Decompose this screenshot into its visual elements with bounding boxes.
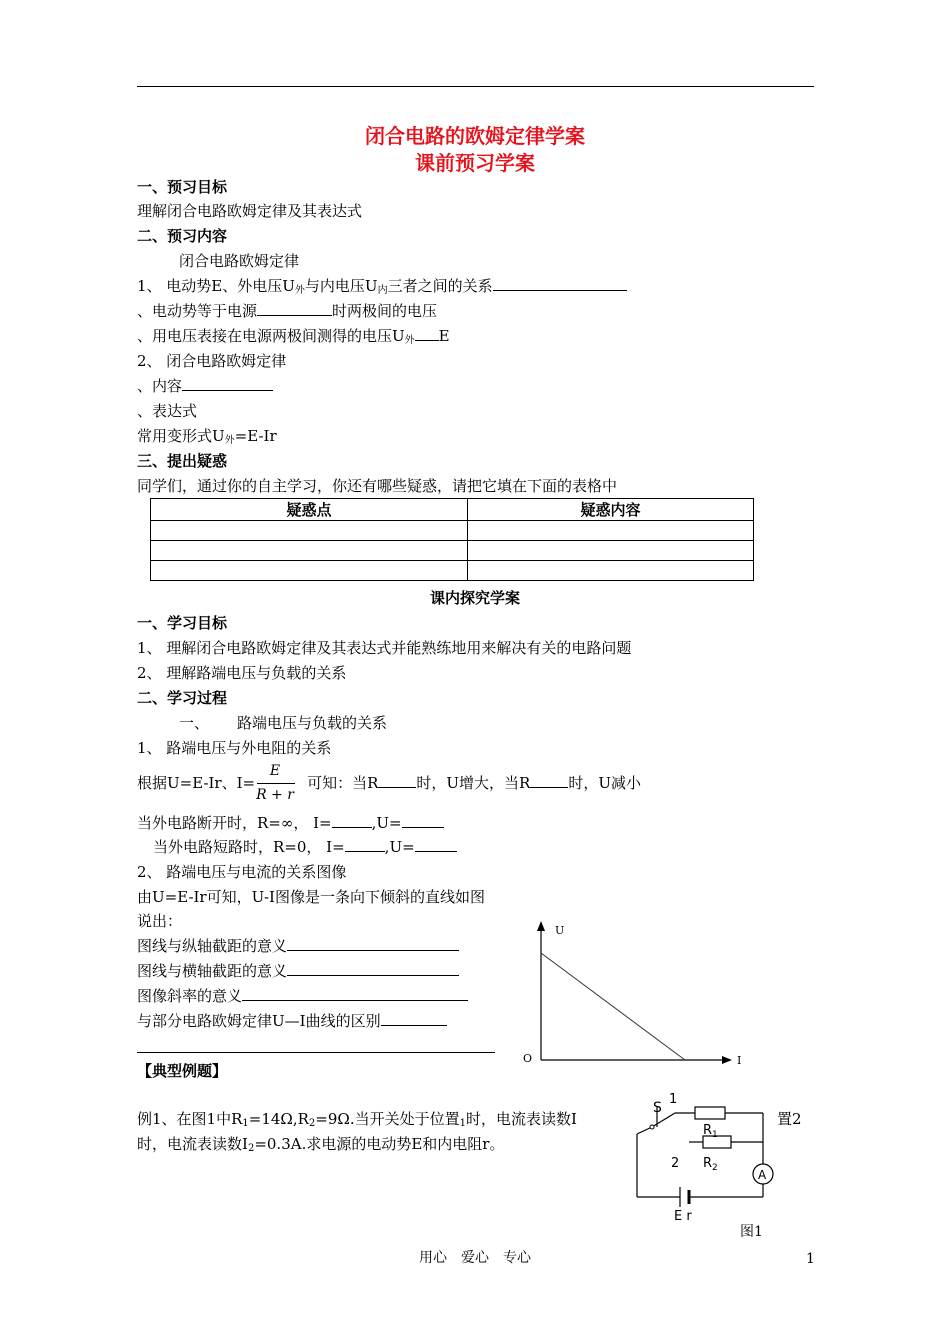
text: 、电动势等于电源: [137, 302, 258, 320]
footer-text: 用心 爱心 专心: [419, 1250, 531, 1266]
circuit-diagram: [625, 1086, 785, 1220]
answer-blank[interactable]: [332, 813, 372, 828]
text: 一、: [179, 714, 210, 732]
text: 、用电压表接在电源两极间测得的电压U: [137, 327, 405, 345]
text: 时，U增大，当R: [416, 774, 531, 792]
subsection-heading: [179, 713, 387, 733]
body-text: 同学们，通过你的自主学习，你还有哪些疑惑，请把它填在下面的表格中: [137, 477, 618, 495]
section-heading: 一、预习目标: [137, 178, 228, 196]
answer-blank[interactable]: [381, 1011, 447, 1026]
page-subtitle: 课前预习学案: [415, 151, 535, 175]
answer-blank[interactable]: [287, 961, 459, 976]
ui-line: [541, 953, 685, 1060]
table-row: [151, 561, 754, 581]
table-cell[interactable]: [468, 521, 754, 541]
question-line: [137, 961, 459, 981]
answer-blank[interactable]: [345, 837, 385, 852]
r1-label: [703, 1123, 718, 1140]
text: =E-Ir: [234, 427, 277, 445]
text: E: [438, 327, 450, 345]
formula-line: [137, 773, 641, 793]
section-heading: 二、学习过程: [137, 689, 228, 707]
subsection-heading: 闭合电路欧姆定律: [179, 252, 300, 270]
text: 图线与横轴截距的意义: [137, 962, 288, 980]
table-cell[interactable]: [468, 541, 754, 561]
text: 时，电流表读数I: [137, 1135, 248, 1153]
text: 时两极间的电压: [332, 302, 438, 320]
answer-blank[interactable]: [493, 276, 627, 291]
text: 、内容: [137, 377, 183, 395]
page-title: 闭合电路的欧姆定律学案: [365, 124, 585, 148]
text: 图线与纵轴截距的意义: [137, 937, 288, 955]
text: ,U=: [384, 838, 415, 856]
answer-blank[interactable]: [257, 301, 332, 316]
answer-blank[interactable]: [287, 936, 459, 951]
fraction-numerator: E: [269, 763, 281, 779]
fraction-bar: [257, 783, 295, 784]
text: =0.3A.求电源的电动势E和内电阻r。: [254, 1135, 505, 1153]
u-axis-arrow: [537, 921, 545, 931]
switch-label: S: [653, 1100, 662, 1116]
text: =9Ω.当开关处于位置: [315, 1110, 460, 1128]
r2-letter: R: [703, 1156, 713, 1171]
text: 图像斜率的意义: [137, 987, 243, 1005]
questions-table: [150, 498, 754, 581]
body-text: 2、 闭合电路欧姆定律: [137, 352, 287, 370]
table-header: 疑惑点: [151, 499, 468, 521]
text: ,U=: [371, 814, 402, 832]
i-axis-arrow: [722, 1056, 732, 1064]
question-line: [137, 986, 468, 1006]
body-text: 、表达式: [137, 402, 198, 420]
figure-caption: 图1: [740, 1224, 763, 1240]
text: 路端电压与负载的关系: [237, 714, 388, 732]
table-cell[interactable]: [151, 521, 468, 541]
question-line: [137, 376, 273, 396]
r2-label: [703, 1156, 718, 1173]
question-line: [153, 837, 457, 857]
ui-graph: [515, 918, 755, 1078]
question-line: [137, 276, 627, 301]
position-2-label: 2: [671, 1156, 680, 1171]
body-text: 2、 路端电压与电流的关系图像: [137, 863, 347, 881]
question-line: [137, 813, 444, 833]
body-text: 由U=E-Ir可知，U-I图像是一条向下倾斜的直线如图: [137, 888, 485, 906]
u-axis-label: U: [555, 924, 565, 937]
example-heading: 【典型例题】: [137, 1062, 228, 1080]
table-cell[interactable]: [151, 541, 468, 561]
example-line: [137, 1134, 504, 1159]
text: 时，电流表读数I: [466, 1110, 577, 1128]
question-line: [137, 301, 437, 321]
text: 三者之间的关系: [387, 277, 493, 295]
body-text: 说出：: [137, 912, 183, 930]
r1-letter: R: [703, 1123, 713, 1138]
section-heading: 三、提出疑惑: [137, 452, 228, 470]
body-text: 2、 理解路端电压与负载的关系: [137, 664, 347, 682]
top-rule: [137, 86, 814, 87]
example-line: [137, 1109, 577, 1134]
answer-blank[interactable]: [415, 326, 439, 341]
position-1-label: 1: [669, 1092, 678, 1107]
subscript: 1: [242, 1118, 249, 1129]
subscript: 外: [224, 435, 235, 446]
battery-label: E r: [674, 1209, 692, 1220]
answer-blank[interactable]: [402, 813, 444, 828]
text: 与部分电路欧姆定律U—I曲线的区别: [137, 1012, 381, 1030]
answer-blank[interactable]: [182, 376, 273, 391]
text: 当外电路断开时，R=∞， I=: [137, 814, 332, 832]
subscript: 外: [404, 335, 415, 346]
i-axis-label: I: [737, 1054, 742, 1067]
answer-blank[interactable]: [415, 837, 457, 852]
resistor-top: [695, 1107, 725, 1119]
subscript: 2: [247, 1143, 255, 1154]
text: 与内电压U: [304, 277, 378, 295]
r2-sub: 2: [712, 1163, 718, 1173]
table-header: 疑惑内容: [468, 499, 754, 521]
answer-blank[interactable]: [242, 986, 468, 1001]
r1-sub: 1: [712, 1130, 718, 1140]
subscript: 2: [308, 1118, 316, 1129]
body-text: 1、 理解闭合电路欧姆定律及其表达式并能熟练地用来解决有关的电路问题: [137, 639, 632, 657]
table-row: [151, 541, 754, 561]
text: 当外电路短路时，R=0， I=: [153, 838, 345, 856]
text: =14Ω,R: [248, 1110, 309, 1128]
question-line: [137, 1011, 447, 1031]
text: 时，U减小: [568, 774, 641, 792]
body-text: 1、 路端电压与外电阻的关系: [137, 739, 332, 757]
body-text: 理解闭合电路欧姆定律及其表达式: [137, 202, 363, 220]
section-heading: 二、预习内容: [137, 227, 228, 245]
table-row: [151, 521, 754, 541]
subscript: 外: [294, 285, 305, 296]
text: 1、 电动势E、外电压U: [137, 277, 295, 295]
origin-label: O: [523, 1052, 533, 1065]
page-number: 1: [806, 1251, 815, 1267]
example-line-end: 置2: [777, 1110, 802, 1128]
text: 根据U=E-Ir、I=: [137, 774, 256, 792]
formula-line: [137, 426, 277, 451]
section-heading: 一、学习目标: [137, 614, 228, 632]
text: 常用变形式U: [137, 427, 225, 445]
answer-blank[interactable]: [530, 773, 568, 788]
ammeter-label: A: [758, 1168, 767, 1182]
table-header-row: [151, 499, 754, 521]
subscript: 1: [459, 1118, 466, 1129]
answer-blank[interactable]: [378, 773, 416, 788]
answer-line[interactable]: [137, 1052, 495, 1053]
subscript: 内: [377, 285, 388, 296]
table-cell[interactable]: [468, 561, 754, 581]
question-line: [137, 326, 450, 351]
question-line: [137, 936, 459, 956]
table-cell[interactable]: [151, 561, 468, 581]
text: 可知：当R: [307, 774, 379, 792]
text: 例1、在图1中R: [137, 1110, 243, 1128]
fraction-denominator: R + r: [256, 787, 294, 803]
section-title: 课内探究学案: [429, 589, 520, 607]
